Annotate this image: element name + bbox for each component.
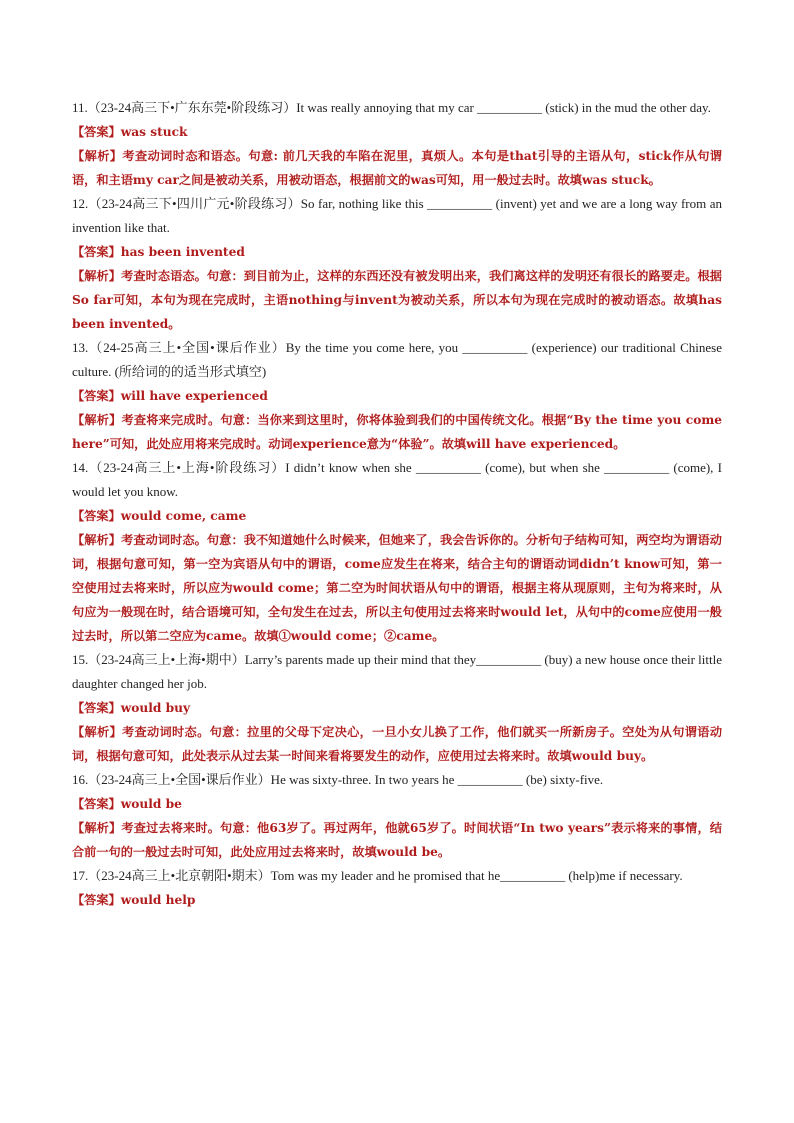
answer-text: would help [120, 893, 196, 907]
analysis-text: 考查过去将来时。句意：他63岁了。再过两年，他就65岁了。时间状语“In two years”表示将来的事情，结合前一句的一般过去时可知，此处应用过去将来时，故填would be。 [72, 821, 723, 859]
analysis-line [72, 528, 722, 648]
analysis-text: 考查动词时态。句意：拉里的父母下定决心，一旦小女儿换了工作，他们就买一所新房子。空处为从句谓语动词，根据句意可知，此处表示从过去某一时间来看将要发生的动作，应使用过去将来时。故填would buy。 [72, 725, 723, 763]
analysis-line [72, 408, 722, 456]
analysis-text: 考查动词时态和语态。句意: 前几天我的车陷在泥里，真烦人。本句是that引导的主语从句，stick作从句谓语，和主语my car之间是被动关系，用被动语态，根据前文的was可知，用一般过去时。故填was stuck。 [72, 149, 722, 187]
question-stem: 15.（23-24高三上•上海•期中）Larry’s parents made up their mind that they__________ (buy) a new house once their little daughter changed her job. [72, 652, 722, 691]
answer-line [72, 120, 722, 144]
answer-label: 【答案】 [72, 509, 121, 523]
answer-line [72, 792, 722, 816]
answer-line [72, 384, 722, 408]
question-stem: 17.（23-24高三上•北京朝阳•期末）Tom was my leader and he promised that he__________ (help)me if necessary. [72, 868, 683, 883]
question-stem: 13.（24-25高三上•全国•课后作业）By the time you come here, you __________ (experience) our traditional Chinese culture. (所给词的的适当形式填空) [72, 340, 722, 379]
question-11 [72, 96, 722, 192]
analysis-text: 考查将来完成时。句意：当你来到这里时，你将体验到我们的中国传统文化。根据“By the time you come here”可知，此处应用将来完成时。动词experience意为“体验”。故填will have experienced。 [72, 413, 722, 451]
analysis-text: 考查时态语态。句意：到目前为止，这样的东西还没有被发明出来，我们离这样的发明还有很长的路要走。根据So far可知，本句为现在完成时，主语nothing与invent为被动关系，所以本句为现在完成时的被动语态。故填has been invented。 [72, 269, 722, 331]
answer-label: 【答案】 [72, 701, 121, 715]
analysis-text: 考查动词时态。句意：我不知道她什么时候来，但她来了，我会告诉你的。分析句子结构可知，两空均为谓语动词，根据句意可知，第一空为宾语从句中的谓语，come应发生在将来，结合主句的谓语动词didn’t know可知，第一空使用过去将来时，所以应为would come；第二空为时间状语从句中的谓语，根据主将从现原则，主句为将来时，从句应为一般现在时，结合语境可知，全句发生在过去，所以主句使用过去将来时would let，从句中的come应使用一般过去时，所以第二空应为came。故填①would come；②came。 [72, 533, 722, 643]
answer-label: 【答案】 [72, 893, 121, 907]
answer-text: will have experienced [120, 389, 268, 403]
question-16 [72, 768, 722, 864]
question-15 [72, 648, 722, 768]
question-stem: 12.（23-24高三下•四川广元•阶段练习）So far, nothing like this __________ (invent) yet and we are a long way from an invention like that. [72, 196, 722, 235]
question-13 [72, 336, 722, 456]
analysis-line [72, 144, 722, 192]
analysis-label: 【解析】 [72, 149, 123, 163]
answer-label: 【答案】 [72, 125, 121, 139]
answer-text: would be [120, 797, 182, 811]
analysis-label: 【解析】 [72, 269, 122, 283]
question-stem: 16.（23-24高三上•全国•课后作业）He was sixty-three. In two years he __________ (be) sixty-five. [72, 772, 604, 787]
analysis-label: 【解析】 [72, 533, 122, 547]
answer-label: 【答案】 [72, 245, 121, 259]
analysis-line [72, 816, 722, 864]
answer-line [72, 504, 722, 528]
answer-text: has been invented [120, 245, 245, 259]
question-stem: 14.（23-24高三上•上海•阶段练习）I didn’t know when she __________ (come), but when she __________ (come), I would let you know. [72, 460, 722, 499]
answer-line [72, 888, 722, 912]
answer-line [72, 240, 722, 264]
answer-label: 【答案】 [72, 389, 121, 403]
analysis-line [72, 720, 722, 768]
answer-line [72, 696, 722, 720]
answer-text: would come, came [120, 509, 247, 523]
answer-text: was stuck [120, 125, 188, 139]
analysis-label: 【解析】 [72, 725, 123, 739]
question-stem: 11.（23-24高三下•广东东莞•阶段练习）It was really annoying that my car __________ (stick) in the mud the other day. [72, 100, 711, 115]
question-list [72, 96, 722, 912]
analysis-line [72, 264, 722, 336]
analysis-label: 【解析】 [72, 413, 122, 427]
question-14 [72, 456, 722, 648]
question-17 [72, 864, 722, 912]
answer-label: 【答案】 [72, 797, 121, 811]
question-12 [72, 192, 722, 336]
answer-text: would buy [120, 701, 191, 715]
analysis-label: 【解析】 [72, 821, 122, 835]
